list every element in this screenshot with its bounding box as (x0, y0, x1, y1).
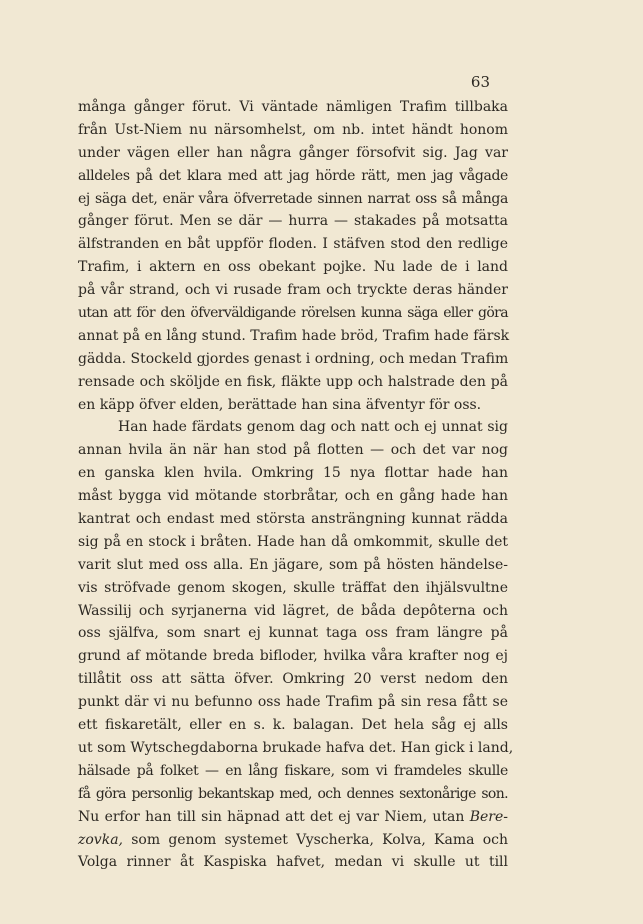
text-line: annat på en lång stund. Trafim hade bröd, Trafim hade färsk (78, 327, 510, 344)
text-line: utan att för den öfverväldigande rörelsen kunna säga eller göra (78, 305, 508, 322)
text-line: ut som Wytschegdaborna brukade hafva det. Han gick i land, (78, 739, 514, 756)
text-line: vis ströfvade genom skogen, skulle träffat den ihjälsvultne (78, 579, 508, 596)
text-line: Volga rinner åt Kaspiska hafvet, medan vi skulle ut till (78, 854, 508, 871)
text-line (78, 829, 508, 852)
text-line: alldeles på det klara med att jag hörde rätt, men jag vågade (78, 167, 508, 184)
line-text: som genom systemet Vyscherka, Kolva, Kama och (123, 831, 508, 848)
paragraph-first-line: Han hade färdats genom dag och natt och ej unnat sig (118, 419, 508, 436)
text-line: annan hvila än när han stod på flotten — och det var nog (78, 442, 508, 459)
text-line: tillåtit oss att sätta öfver. Omkring 20 verst nedom den (78, 671, 508, 688)
text-line: på vår strand, och vi rusade fram och tryckte deras händer (78, 282, 508, 299)
text-line: punkt där vi nu befunno oss hade Trafim på sin resa fått se (78, 694, 508, 711)
text-line: en käpp öfver elden, berättade han sina äfventyr för oss. (78, 396, 482, 413)
text-line: måst bygga vid mötande storbråtar, och en gång hade han (78, 488, 508, 505)
page-number: 63 (470, 73, 490, 91)
text-line: från Ust-Niem nu närsomhelst, om nb. intet händt honom (78, 121, 508, 138)
text-line: gånger förut. Men se där — hurra — stakades på motsatta (78, 213, 508, 230)
text-line: få göra personlig bekantskap med, och dennes sextonårige son. (78, 785, 508, 802)
text-line: sig på en stock i bråten. Hade han då omkommit, skulle det (78, 533, 508, 550)
text-line: Wassilij och syrjanerna vid lägret, de båda depôterna och (78, 602, 508, 619)
text-line: Trafim, i aktern en oss obekant pojke. Nu lade de i land (78, 259, 508, 276)
italic-place-name: Bere- (469, 808, 509, 825)
body-text (78, 96, 514, 874)
text-line: under vägen eller han några gånger försofvit sig. Jag var (78, 144, 508, 161)
text-line: rensade och sköljde en fisk, fläkte upp och halstrade den på (78, 373, 508, 390)
text-line: varit slut med oss alla. En jägare, som på hösten händelse- (78, 556, 508, 573)
text-line: grund af mötande breda bifloder, hvilka våra krafter nog ej (78, 648, 508, 665)
text-line: gädda. Stockeld gjordes genast i ordning, och medan Trafim (78, 350, 509, 367)
italic-place-name: zovka, (78, 831, 123, 848)
text-line: hälsade på folket — en lång fiskare, som vi framdeles skulle (78, 762, 508, 779)
text-line: ett fiskaretält, eller en s. k. balagan. Det hela såg ej alls (78, 717, 508, 734)
text-line: många gånger förut. Vi väntade nämligen Trafim tillbaka (78, 99, 508, 115)
text-line: en ganska klen hvila. Omkring 15 nya flottar hade han (78, 465, 508, 482)
line-text: Nu erfor han till sin häpnad att det ej var Niem, utan (78, 808, 465, 825)
text-line (78, 806, 508, 829)
text-line: oss själfva, som snart ej kunnat taga oss fram längre på (78, 625, 508, 642)
text-line: ej säga det, enär våra öfverretade sinnen narrat oss så många (78, 190, 508, 207)
text-line: kantrat och endast med största ansträngning kunnat rädda (78, 511, 508, 528)
text-line: älfstranden en båt uppför floden. I stäfven stod den redlige (78, 236, 508, 253)
